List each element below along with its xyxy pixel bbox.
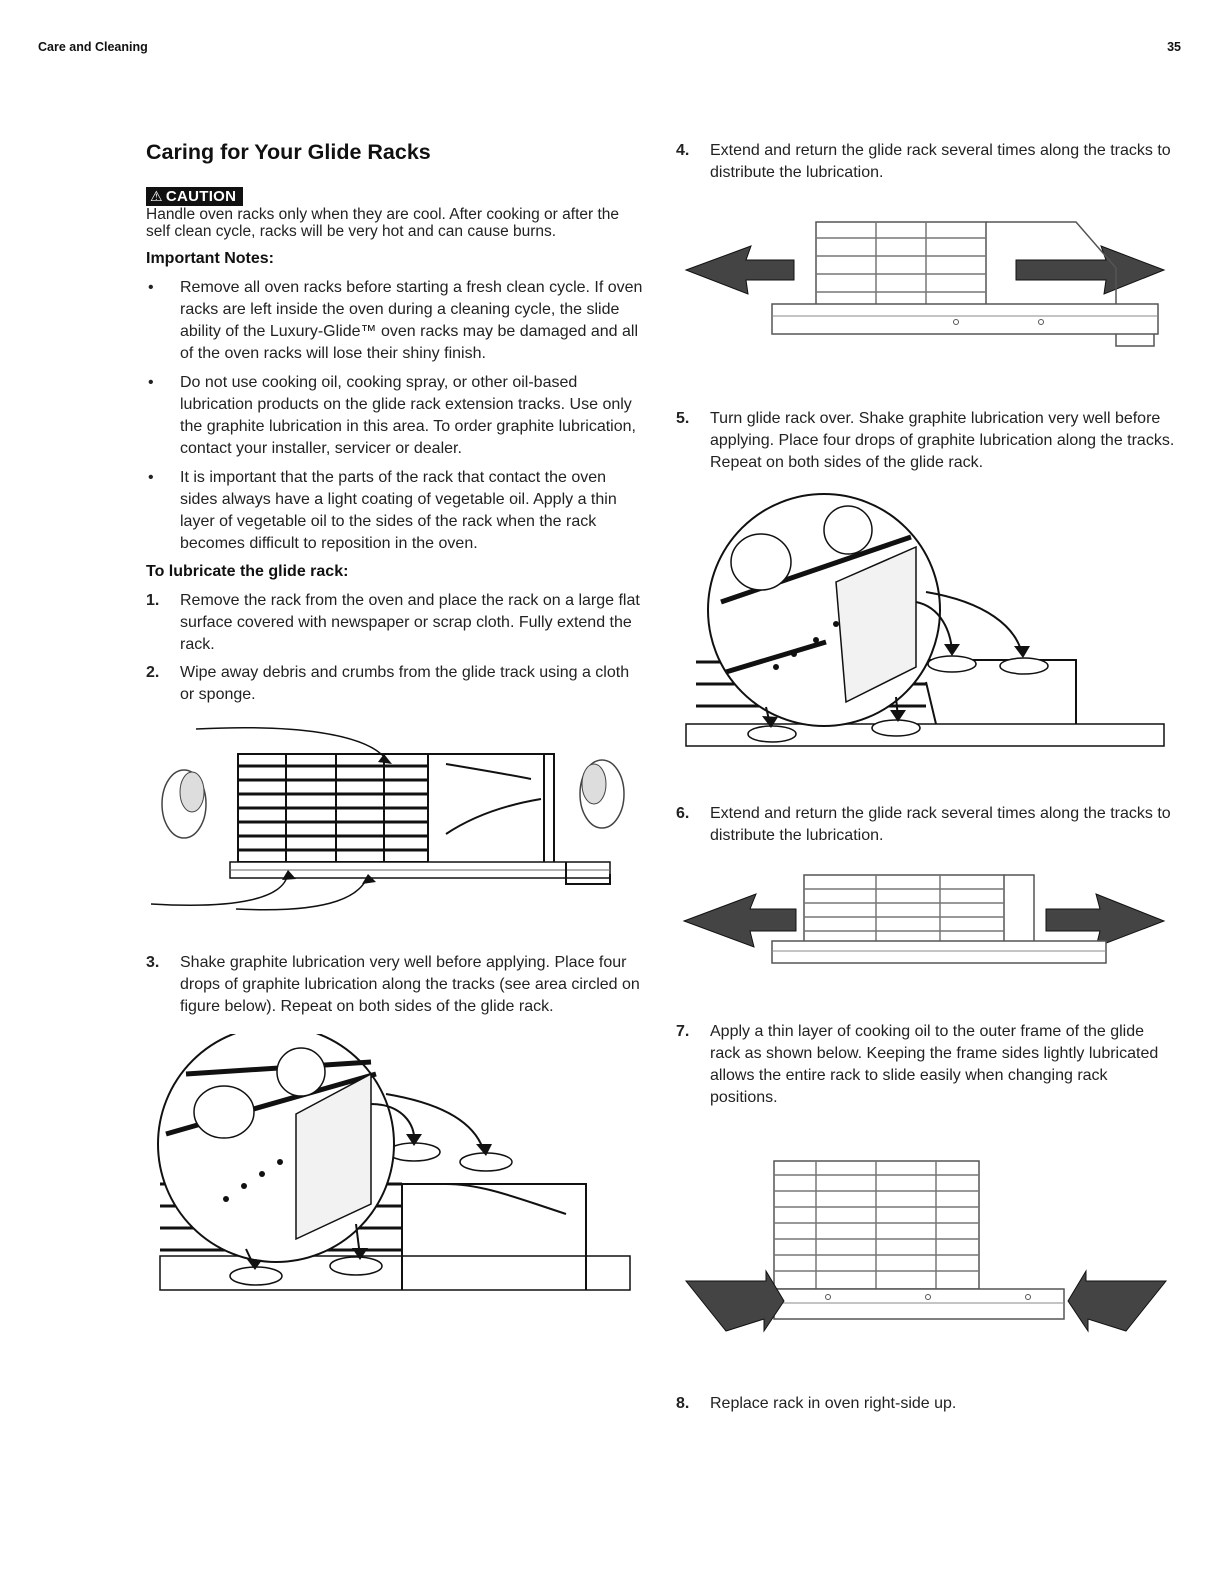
caution-badge	[146, 187, 243, 206]
oil-frame-figure	[676, 1153, 1176, 1353]
bullet: •	[148, 279, 154, 296]
step-number: 6.	[676, 805, 690, 822]
step-2	[146, 662, 646, 706]
list-item	[146, 372, 646, 460]
left-column	[146, 140, 646, 1324]
list-item	[146, 277, 646, 365]
section-header: Care and Cleaning	[38, 40, 148, 54]
caution-label: CAUTION	[165, 188, 237, 205]
step-text: Extend and return the glide rack several times along the tracks to distribute the lubrication.	[710, 142, 1171, 181]
step-number: 3.	[146, 954, 160, 971]
list-item	[146, 467, 646, 555]
step-number: 7.	[676, 1023, 690, 1040]
step-7	[676, 1021, 1176, 1109]
extend-rack-figure-2	[676, 869, 1176, 979]
step-number: 4.	[676, 142, 690, 159]
important-notes-list	[146, 277, 646, 555]
page-number: 35	[1167, 40, 1181, 54]
step-number: 1.	[146, 592, 160, 609]
right-column	[676, 140, 1176, 1421]
caution-box	[146, 187, 646, 240]
step-3	[146, 952, 646, 1018]
warning-icon: ⚠	[150, 188, 163, 204]
step-4	[676, 140, 1176, 184]
bullet: •	[148, 374, 154, 391]
step-text: Turn glide rack over. Shake graphite lubrication very well before applying. Place four drops of graphite lubrication along the tracks. Repeat on both sides of the glide rack.	[710, 410, 1175, 471]
step-text: Shake graphite lubrication very well before applying. Place four drops of graphite lubrication along the tracks (see area circled on figure below). Repeat on both sides of the glide rack.	[180, 954, 640, 1015]
graphite-drops-figure	[146, 1034, 646, 1324]
page-title: Caring for Your Glide Racks	[146, 140, 431, 164]
list-item-text: Remove all oven racks before starting a fresh clean cycle. If oven racks are left inside the oven during a cleaning cycle, the slide ability of the Luxury-Glide™ oven racks may be damaged and all of the oven racks will lose their shiny finish.	[180, 279, 643, 362]
step-6	[676, 803, 1176, 847]
step-text: Apply a thin layer of cooking oil to the outer frame of the glide rack as shown below. Keeping the frame sides lightly lubricated allows the entire rack to slide easily when changing rack positions.	[710, 1023, 1159, 1106]
step-number: 8.	[676, 1395, 690, 1412]
step-number: 2.	[146, 664, 160, 681]
step-text: Remove the rack from the oven and place the rack on a large flat surface covered with newspaper or scrap cloth. Fully extend the rack.	[180, 592, 640, 653]
extend-rack-figure	[676, 208, 1176, 368]
step-5	[676, 408, 1176, 474]
graphite-drops-figure-2	[676, 492, 1176, 767]
lubricate-heading: To lubricate the glide rack:	[146, 563, 349, 580]
step-number: 5.	[676, 410, 690, 427]
step-1	[146, 590, 646, 656]
list-item-text: It is important that the parts of the rack that contact the oven sides always have a light coating of vegetable oil. Apply a thin layer of vegetable oil to the sides of the rack when the rack becomes difficult to reposition in the oven.	[180, 469, 617, 552]
important-notes-heading: Important Notes:	[146, 250, 274, 267]
wipe-rack-figure	[146, 724, 646, 924]
step-8	[676, 1393, 1176, 1415]
bullet: •	[148, 469, 154, 486]
caution-text: Handle oven racks only when they are cool. After cooking or after the self clean cycle, racks will be very hot and can cause burns.	[146, 206, 620, 240]
step-text: Replace rack in oven right-side up.	[710, 1395, 957, 1412]
list-item-text: Do not use cooking oil, cooking spray, or other oil-based lubrication products on the glide rack extension tracks. Use only the graphite lubrication in this area. To order graphite lubrication, contact your installer, servicer or dealer.	[180, 374, 636, 457]
step-text: Wipe away debris and crumbs from the glide track using a cloth or sponge.	[180, 664, 630, 703]
step-text: Extend and return the glide rack several times along the tracks to distribute the lubrication.	[710, 805, 1171, 844]
